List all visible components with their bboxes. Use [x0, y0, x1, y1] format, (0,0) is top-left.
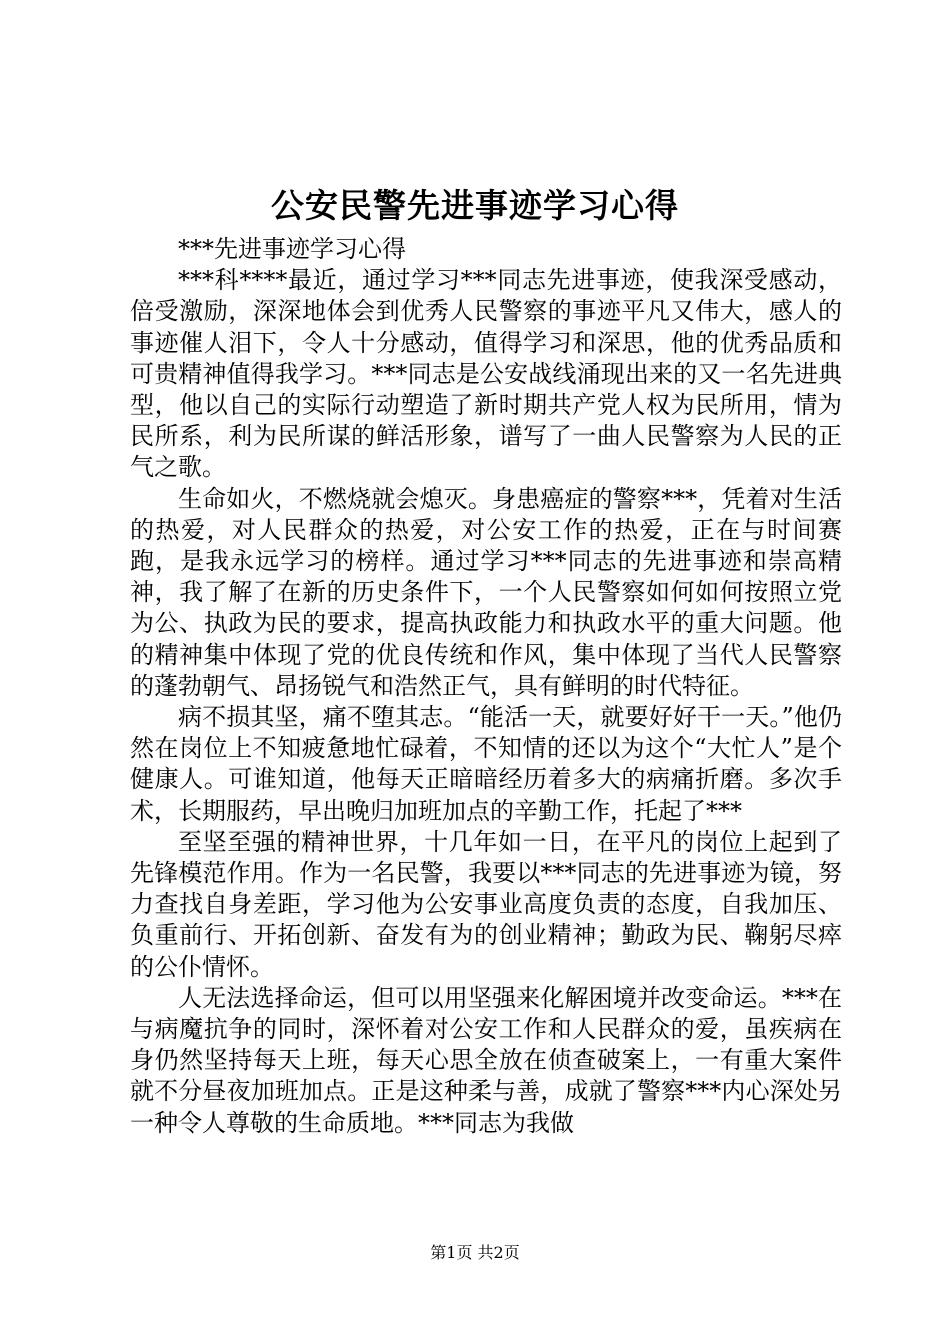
paragraph-subtitle: ***先进事迹学习心得 — [178, 235, 406, 263]
document-body — [130, 234, 842, 1139]
document-title: 公安民警先进事迹学习心得 — [271, 186, 679, 225]
paragraph: ***科****最近，通过学习***同志先进事迹，使我深受感动，倍受激励，深深地体会到优秀人民警察的事迹平凡又伟大，感人的事迹催人泪下，令人十分感动，值得学习和深思，他的优秀品质和可贵精神值得我学习。***同志是公安战线涌现出来的又一名先进典型，他以自己的实际行动塑造了新时期共产党人权为民所用，情为民所系，利为民所谋的鲜活形象，谱写了一曲人民警察为人民的正气之歌。 — [130, 266, 842, 482]
page-number: 第1页 共2页 — [430, 1243, 520, 1262]
paragraph: 生命如火，不燃烧就会熄灭。身患癌症的警察***，凭着对生活的热爱，对人民群众的热爱，对公安工作的热爱，正在与时间赛跑，是我永远学习的榜样。通过学习***同志的先进事迹和崇高精神，我了解了在新的历史条件下，一个人民警察如何如何按照立党为公、执政为民的要求，提高执政能力和执政水平的重大问题。他的精神集中体现了党的优良传统和作风，集中体现了当代人民警察的蓬勃朝气、昂扬锐气和浩然正气，具有鲜明的时代特征。 — [130, 484, 842, 700]
paragraph: 至坚至强的精神世界，十几年如一日，在平凡的岗位上起到了先锋模范作用。作为一名民警，我要以***同志的先进事迹为镜，努力查找自身差距，学习他为公安事业高度负责的态度，自我加压、负重前行、开拓创新、奋发有为的创业精神；勤政为民、鞠躬尽瘁的公仆情怀。 — [130, 827, 842, 981]
paragraph: 病不损其坚，痛不堕其志。“能活一天，就要好好干一天。”他仍然在岗位上不知疲惫地忙碌着，不知情的还以为这个“大忙人”是个健康人。可谁知道，他每天正暗暗经历着多大的病痛折磨。多次手术，长期服药，早出晚归加班加点的辛勤工作，托起了*** — [130, 703, 842, 825]
page-footer — [0, 1243, 950, 1263]
paragraph: 人无法选择命运，但可以用坚强来化解困境并改变命运。***在与病魔抗争的同时，深怀着对公安工作和人民群众的爱，虽疾病在身仍然坚持每天上班，每天心思全放在侦查破案上，一有重大案件就不分昼夜加班加点。正是这种柔与善，成就了警察***内心深处另一种令人尊敬的生命质地。***同志为我做 — [130, 983, 842, 1137]
